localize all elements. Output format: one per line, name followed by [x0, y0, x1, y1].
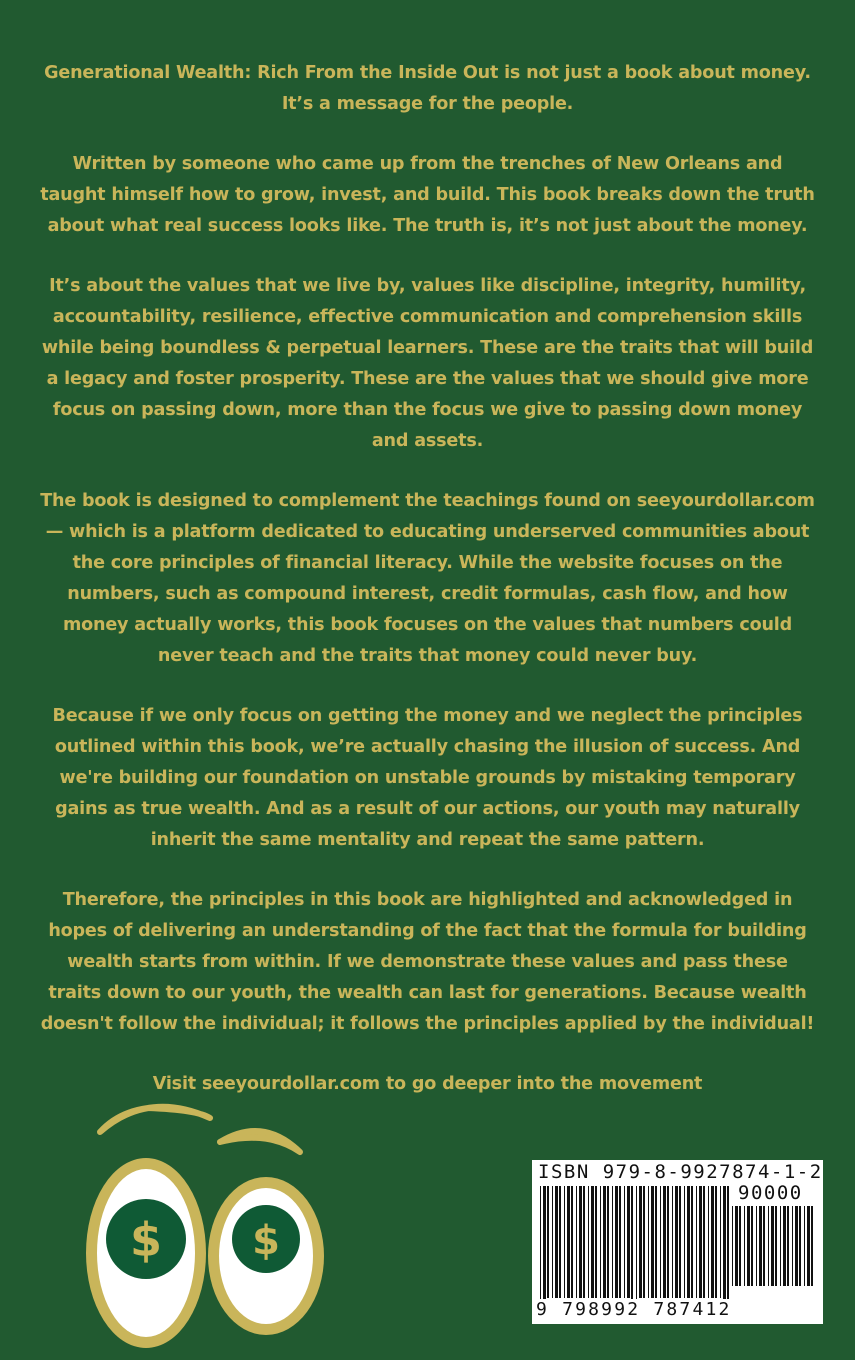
barcode-bar — [735, 1206, 738, 1286]
website-callout: Visit seeyourdollar.com to go deeper into the movement — [152, 1074, 703, 1094]
blurb-paragraph-1: Generational Wealth: Rich From the Inside Out is not just a book about money. It’s a message for the people. — [44, 63, 811, 114]
left-eyebrow-icon — [100, 1107, 210, 1132]
isbn-barcode — [532, 1160, 823, 1324]
barcode-bar — [631, 1186, 633, 1310]
barcode-bar — [751, 1206, 753, 1286]
barcode-bar — [600, 1186, 601, 1298]
barcode-bar — [775, 1206, 777, 1286]
barcode-bar — [691, 1186, 693, 1298]
blurb-paragraph-2: Written by someone who came up from the trenches of New Orleans and taught himself how to grow, invest, and build. This book breaks down the truth about what real success looks like. The truth is, it’s not just about the money. — [40, 154, 815, 236]
blurb-paragraph-3: It’s about the values that we live by, values like discipline, integrity, humility, accountability, resilience, effective communication and comprehension skills while being boundless & perpetual learners. These are the traits that will build a legacy and foster prosperity. These are the values that we should give more focus on passing down, more than the focus we give to passing down money and assets. — [41, 276, 814, 451]
barcode-bar — [744, 1206, 745, 1286]
barcode-bar — [715, 1186, 717, 1298]
barcode-bar — [759, 1206, 762, 1286]
barcode-bar — [699, 1186, 702, 1298]
blurb-paragraph-4: The book is designed to complement the teachings found on seeyourdollar.com— which is a platform dedicated to educating underserved communities about the core principles of financial literacy. While the website focuses on the numbers, such as compound interest, credit formulas, cash flow, and how money actually works, this book focuses on the values that numbers could never teach and the traits that money could never buy. — [40, 491, 815, 666]
barcode-bar — [720, 1186, 721, 1298]
barcode-bar — [571, 1186, 573, 1298]
barcode-bar — [552, 1186, 553, 1298]
barcode-bar — [787, 1206, 789, 1286]
barcode-bar — [639, 1186, 642, 1298]
barcode-bar — [655, 1186, 657, 1298]
back-cover-blurb — [40, 58, 815, 1129]
barcode-bar — [795, 1206, 798, 1286]
barcode-bar — [567, 1186, 570, 1298]
left-dollar-symbol: $ — [129, 1213, 163, 1267]
barcode-bar — [619, 1186, 621, 1298]
barcode-bar — [651, 1186, 654, 1298]
barcode-bar — [708, 1186, 709, 1298]
barcode-bar — [799, 1206, 801, 1286]
barcode-bar — [543, 1186, 546, 1310]
barcode-bar — [763, 1206, 765, 1286]
barcode-bar — [624, 1186, 625, 1298]
barcode-bar — [756, 1206, 757, 1286]
barcode-digits: 9 798992 787412 — [536, 1299, 732, 1320]
isbn-label: ISBN 979-8-9927874-1-2 — [538, 1161, 823, 1183]
barcode-bar — [643, 1186, 645, 1298]
barcode-bar — [559, 1186, 561, 1298]
barcode-bar — [732, 1206, 733, 1286]
barcode-bar — [696, 1186, 697, 1298]
barcode-bar — [768, 1206, 769, 1286]
barcode-bar — [727, 1186, 729, 1310]
right-eye-icon — [208, 1177, 324, 1335]
blurb-paragraph-5: Because if we only focus on getting the money and we neglect the principles outlined within this book, we’re actually chasing the illusion of success. And we're building our foundation on unstable grounds by mistaking temporary gains as true wealth. And as a result of our actions, our youth may naturally inherit the same mentality and repeat the same pattern. — [52, 706, 803, 850]
barcode-bar — [576, 1186, 577, 1298]
barcode-bar — [684, 1186, 685, 1298]
barcode-bar — [711, 1186, 714, 1298]
barcode-bar — [804, 1206, 805, 1286]
barcode-bar — [588, 1186, 589, 1298]
barcode-bar — [607, 1186, 609, 1298]
barcode-bar — [612, 1186, 613, 1298]
right-eyebrow-icon — [220, 1131, 300, 1152]
barcode-bar — [723, 1186, 726, 1310]
barcode-bar — [591, 1186, 594, 1298]
barcode-bar — [595, 1186, 597, 1298]
barcode-bar — [648, 1186, 649, 1298]
barcode-bar — [739, 1206, 741, 1286]
barcode-bar — [583, 1186, 585, 1298]
right-dollar-symbol: $ — [252, 1218, 280, 1264]
barcode-bar — [579, 1186, 582, 1298]
barcode-bar — [679, 1186, 681, 1298]
barcode-bar — [811, 1206, 813, 1286]
ean-barcode-bars — [540, 1186, 730, 1310]
barcode-bar — [603, 1186, 606, 1298]
blurb-paragraph-6: Therefore, the principles in this book are highlighted and acknowledged in hopes of delivering an understanding of the fact that the formula for building wealth starts from within. If we demonstrate these values and pass these traits down to our youth, the wealth can last for generations. Because wealth doesn't follow the individual; it follows the principles applied by the individual! — [40, 890, 815, 1034]
barcode-bar — [792, 1206, 793, 1286]
barcode-bar — [672, 1186, 673, 1298]
barcode-bar — [627, 1186, 630, 1298]
barcode-bar — [636, 1186, 637, 1310]
barcode-bar — [555, 1186, 558, 1298]
left-eye-icon — [86, 1158, 206, 1348]
barcode-bar — [780, 1206, 781, 1286]
barcode-bar — [675, 1186, 678, 1298]
barcode-bar — [687, 1186, 690, 1298]
barcode-bar — [660, 1186, 661, 1298]
barcode-bar — [615, 1186, 618, 1298]
price-code: 90000 — [738, 1182, 803, 1204]
barcode-bar — [771, 1206, 774, 1286]
addon-barcode-bars — [732, 1206, 816, 1298]
dollar-eyes-logo — [78, 1098, 338, 1360]
barcode-bar — [540, 1186, 541, 1310]
barcode-bar — [564, 1186, 565, 1298]
barcode-bar — [747, 1206, 750, 1286]
barcode-bar — [663, 1186, 666, 1298]
barcode-bar — [667, 1186, 669, 1298]
barcode-bar — [703, 1186, 705, 1298]
barcode-bar — [807, 1206, 810, 1286]
barcode-bar — [783, 1206, 786, 1286]
barcode-bar — [547, 1186, 549, 1298]
